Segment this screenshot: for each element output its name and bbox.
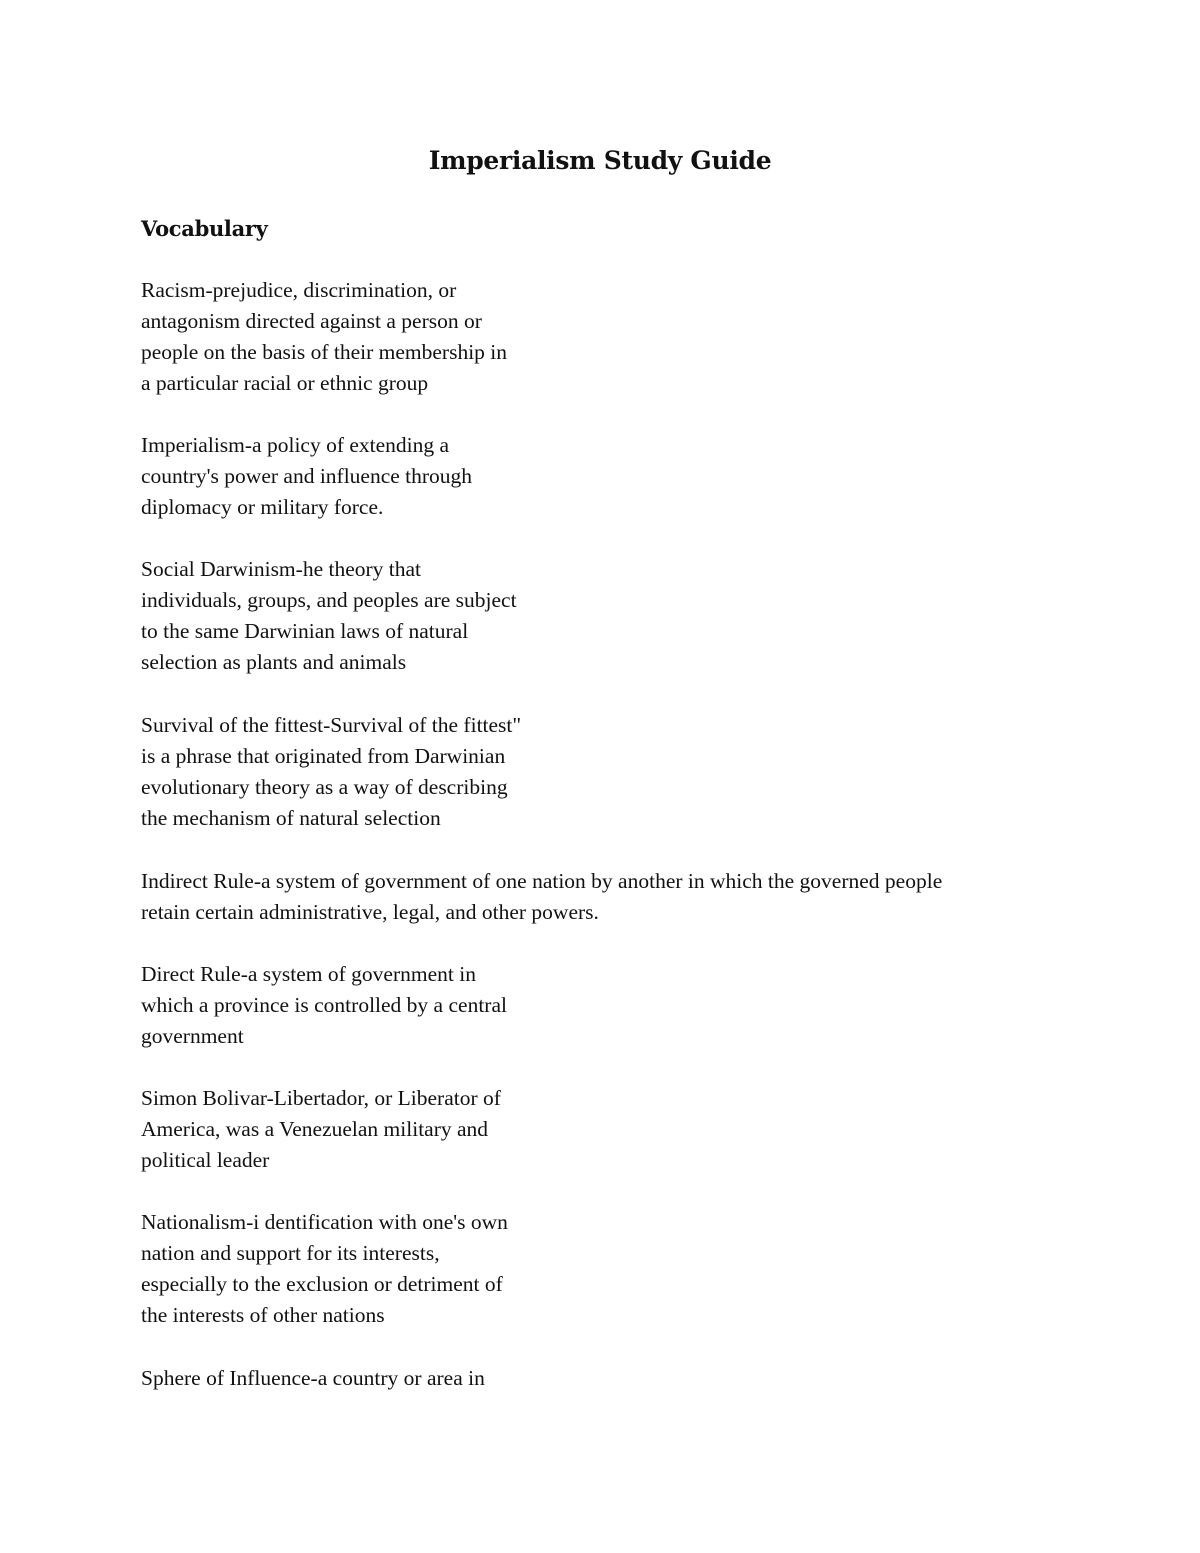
- term-line: the mechanism of natural selection: [141, 806, 441, 830]
- term-line: evolutionary theory as a way of describing: [141, 775, 508, 799]
- vocab-term-social-darwinism: [141, 554, 517, 678]
- term-line: the interests of other nations: [141, 1303, 385, 1327]
- term-line: nation and support for its interests,: [141, 1241, 440, 1265]
- term-line: which a province is controlled by a central: [141, 993, 507, 1017]
- vocab-term-indirect-rule: [141, 866, 942, 928]
- term-line: antagonism directed against a person or: [141, 309, 482, 333]
- document-title: Imperialism Study Guide: [428, 146, 772, 175]
- vocab-term-survival-of-the-fittest: [141, 710, 521, 834]
- section-heading-vocabulary: Vocabulary: [141, 216, 268, 241]
- term-line: Indirect Rule-a system of government of one nation by another in which the governed people: [141, 869, 943, 893]
- term-line: selection as plants and animals: [141, 650, 407, 674]
- term-line: to the same Darwinian laws of natural: [141, 619, 469, 643]
- term-line: government: [141, 1024, 244, 1048]
- term-line: Nationalism-i dentification with one's own: [141, 1210, 508, 1234]
- term-line: Imperialism-a policy of extending a: [141, 433, 450, 457]
- term-line: especially to the exclusion or detriment of: [141, 1272, 503, 1296]
- term-line: Direct Rule-a system of government in: [141, 962, 476, 986]
- vocab-term-sphere-of-influence: [141, 1363, 485, 1394]
- term-line: a particular racial or ethnic group: [141, 371, 429, 395]
- term-line: Sphere of Influence-a country or area in: [141, 1366, 485, 1390]
- term-line: people on the basis of their membership in: [141, 340, 508, 364]
- term-line: Simon Bolivar-Libertador, or Liberator of: [141, 1086, 501, 1110]
- vocab-term-imperialism: [141, 430, 472, 523]
- vocab-term-nationalism: [141, 1207, 508, 1331]
- vocab-term-simon-bolivar: [141, 1083, 501, 1176]
- term-line: diplomacy or military force.: [141, 495, 384, 519]
- vocab-term-direct-rule: [141, 959, 507, 1052]
- term-line: Social Darwinism-he theory that: [141, 557, 422, 581]
- vocab-term-racism: [141, 275, 507, 399]
- term-line: individuals, groups, and peoples are subject: [141, 588, 517, 612]
- term-line: Survival of the fittest-Survival of the fittest": [141, 713, 522, 737]
- term-line: retain certain administrative, legal, and other powers.: [141, 900, 599, 924]
- term-line: America, was a Venezuelan military and: [141, 1117, 489, 1141]
- term-line: Racism-prejudice, discrimination, or: [141, 278, 457, 302]
- term-line: is a phrase that originated from Darwinian: [141, 744, 506, 768]
- term-line: country's power and influence through: [141, 464, 473, 488]
- term-line: political leader: [141, 1148, 270, 1172]
